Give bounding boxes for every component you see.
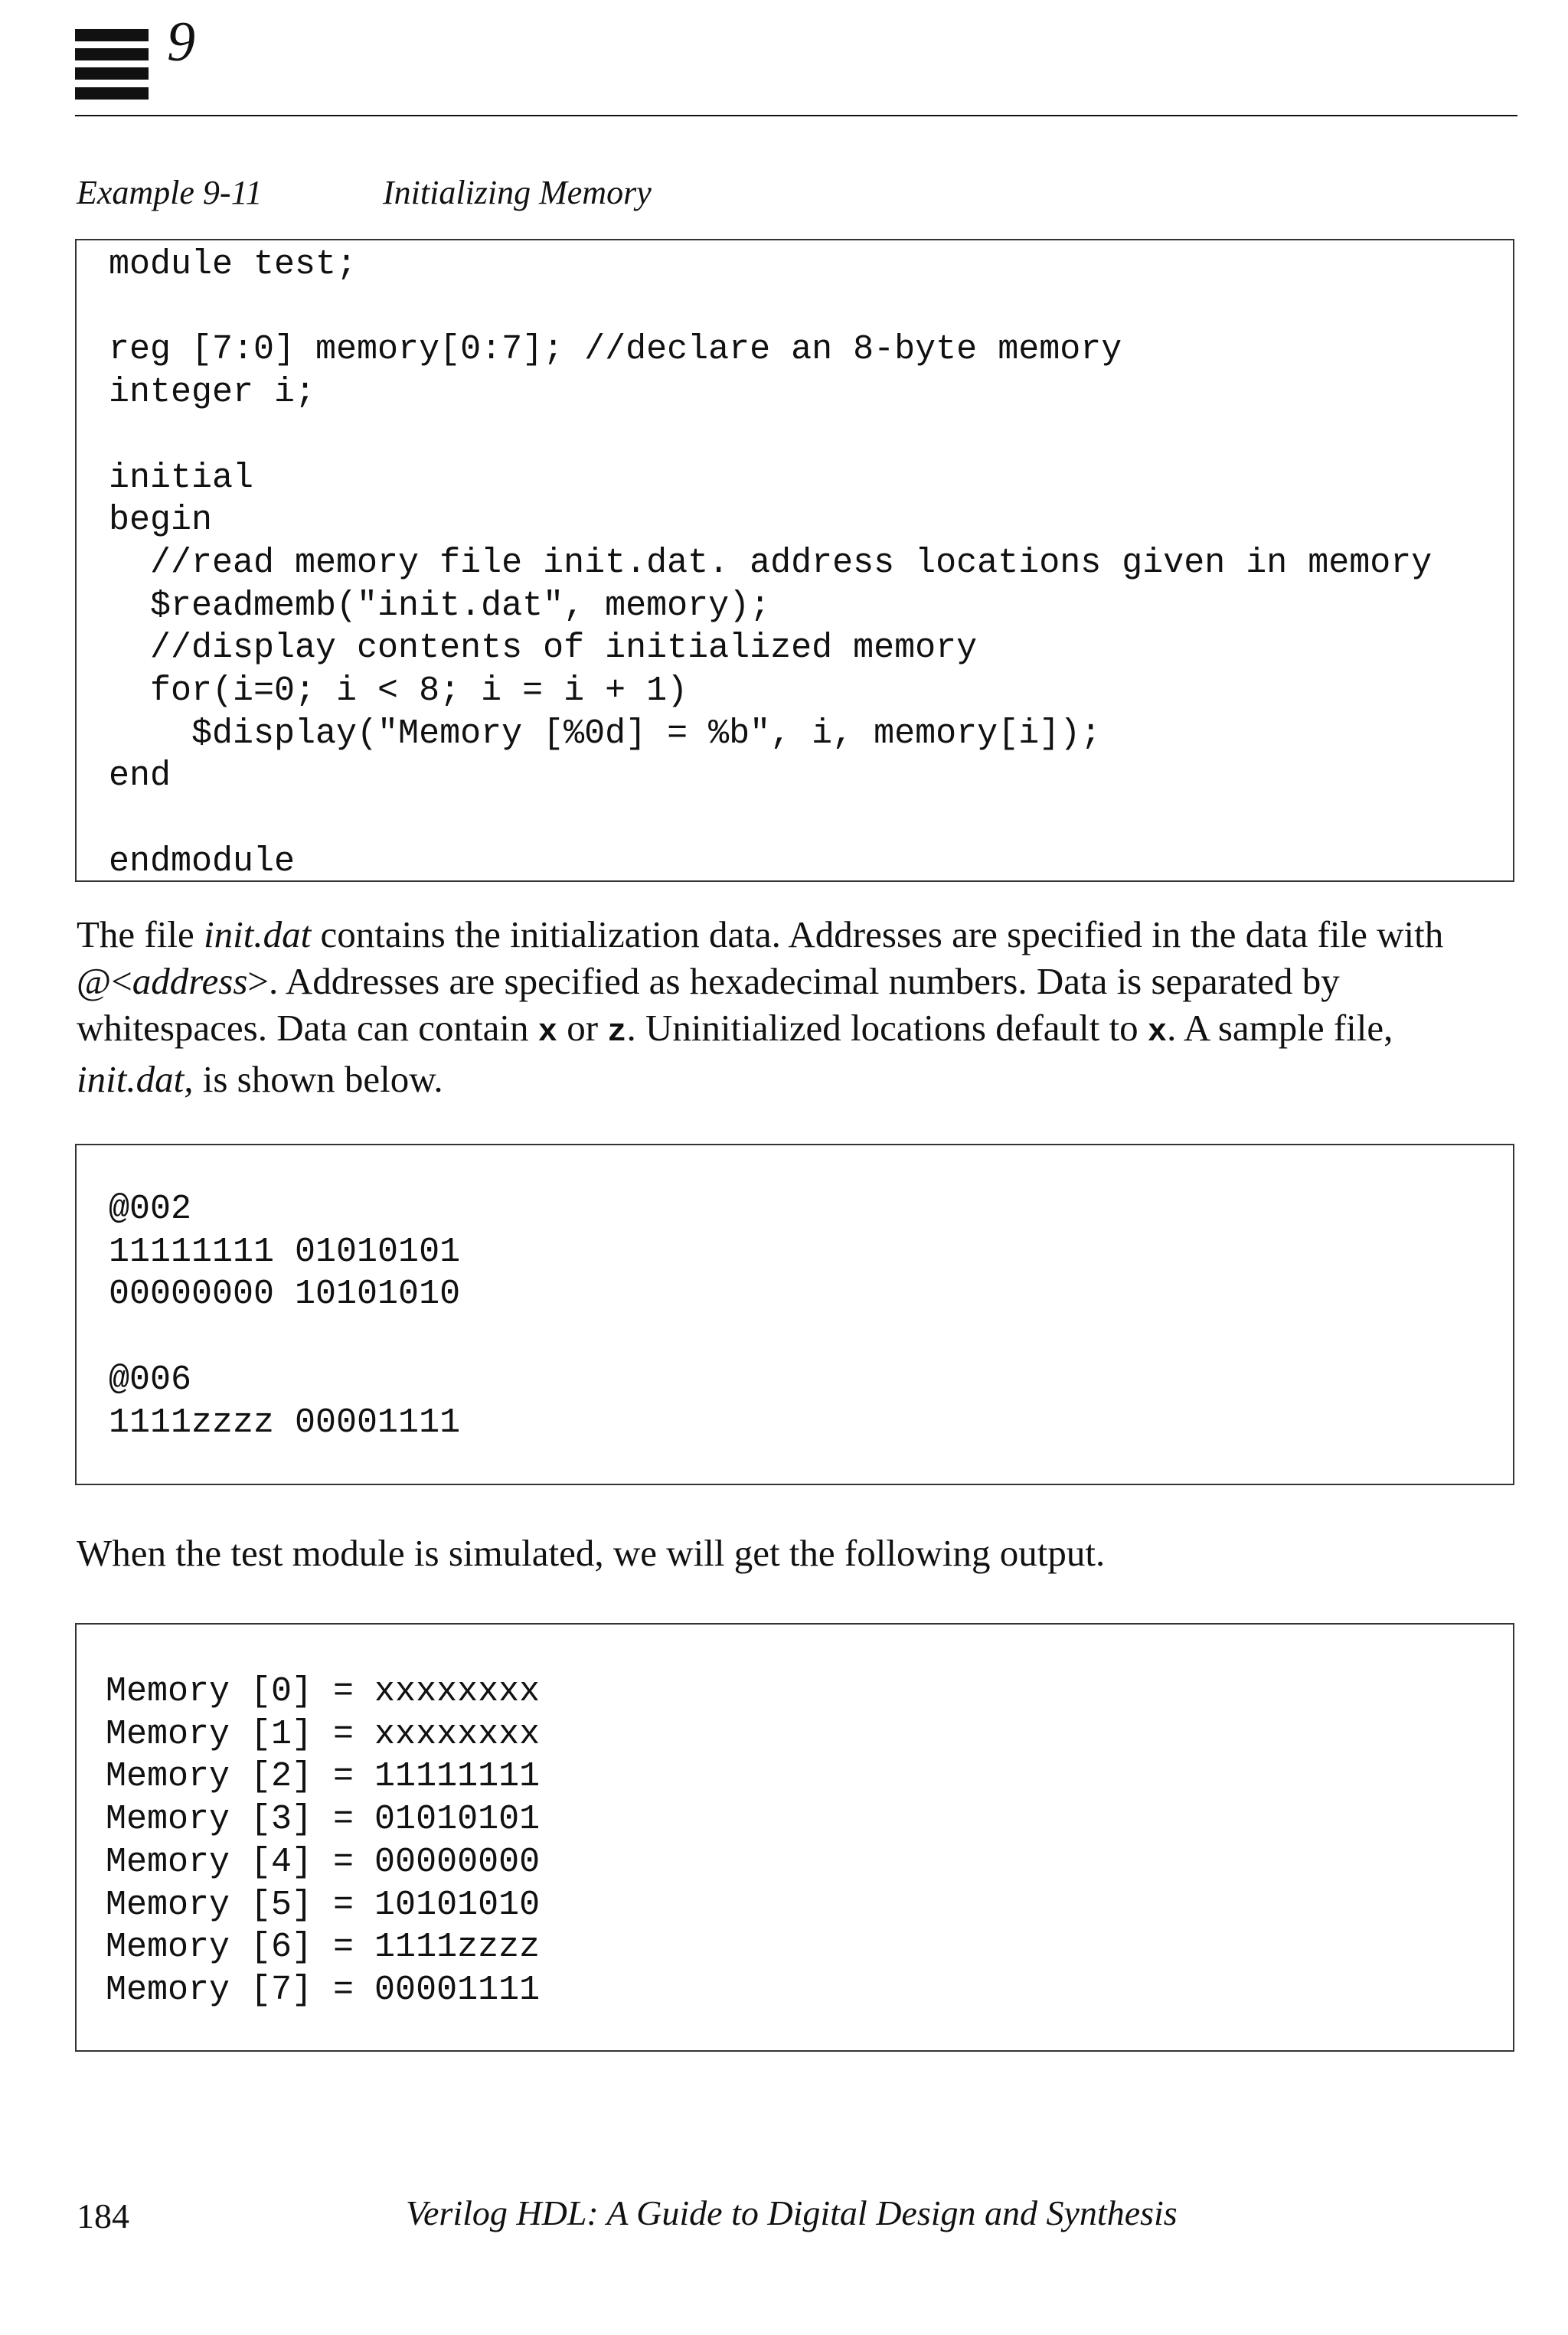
output-description: When the test module is simulated, we will get the following output. — [77, 1532, 1106, 1574]
page-number: 184 — [77, 2196, 129, 2235]
code-listing: module test; reg [7:0] memory[0:7]; //declare an 8-byte memory integer i; initial begin //read memory file init.dat. address locations given in memory $readmemb("init.dat", memory); //display contents of initialized memory for(i=0; i < 8; i = i + 1) $display("Memory [%0d] = %b", i, memory[i]); end endmodule — [109, 245, 1432, 881]
chapter-number: 9 — [167, 11, 195, 73]
example-label: Example 9-11 — [77, 174, 263, 211]
chapter-mark-icon — [75, 29, 149, 100]
simulation-output: Memory [0] = xxxxxxxx Memory [1] = xxxxxxxx Memory [2] = 11111111 Memory [3] = 01010101 Memory [4] = 00000000 Memory [5] = 10101010 Memory [6] = 1111zzzz Memory [7] = 00001111 — [106, 1672, 541, 2010]
init-file-description: The file init.dat contains the initialization data. Addresses are specified in the data file with @<address>. Addresses are specified as hexadecimal numbers. Data is separated by whitespaces. Data can contain x or z. Uninitialized locations default to x. A sample file, init.dat, is shown below. — [77, 913, 1444, 1100]
simulation-output-box — [75, 1623, 1514, 2052]
example-title: Initializing Memory — [383, 174, 652, 211]
book-title: Verilog HDL: A Guide to Digital Design and Synthesis — [406, 2193, 1178, 2232]
init-file-listing: @002 11111111 01010101 00000000 10101010 @006 1111zzzz 00001111 — [109, 1190, 461, 1442]
init-file-box — [75, 1144, 1514, 1485]
code-listing-box — [75, 239, 1514, 882]
header-rule — [75, 115, 1517, 116]
